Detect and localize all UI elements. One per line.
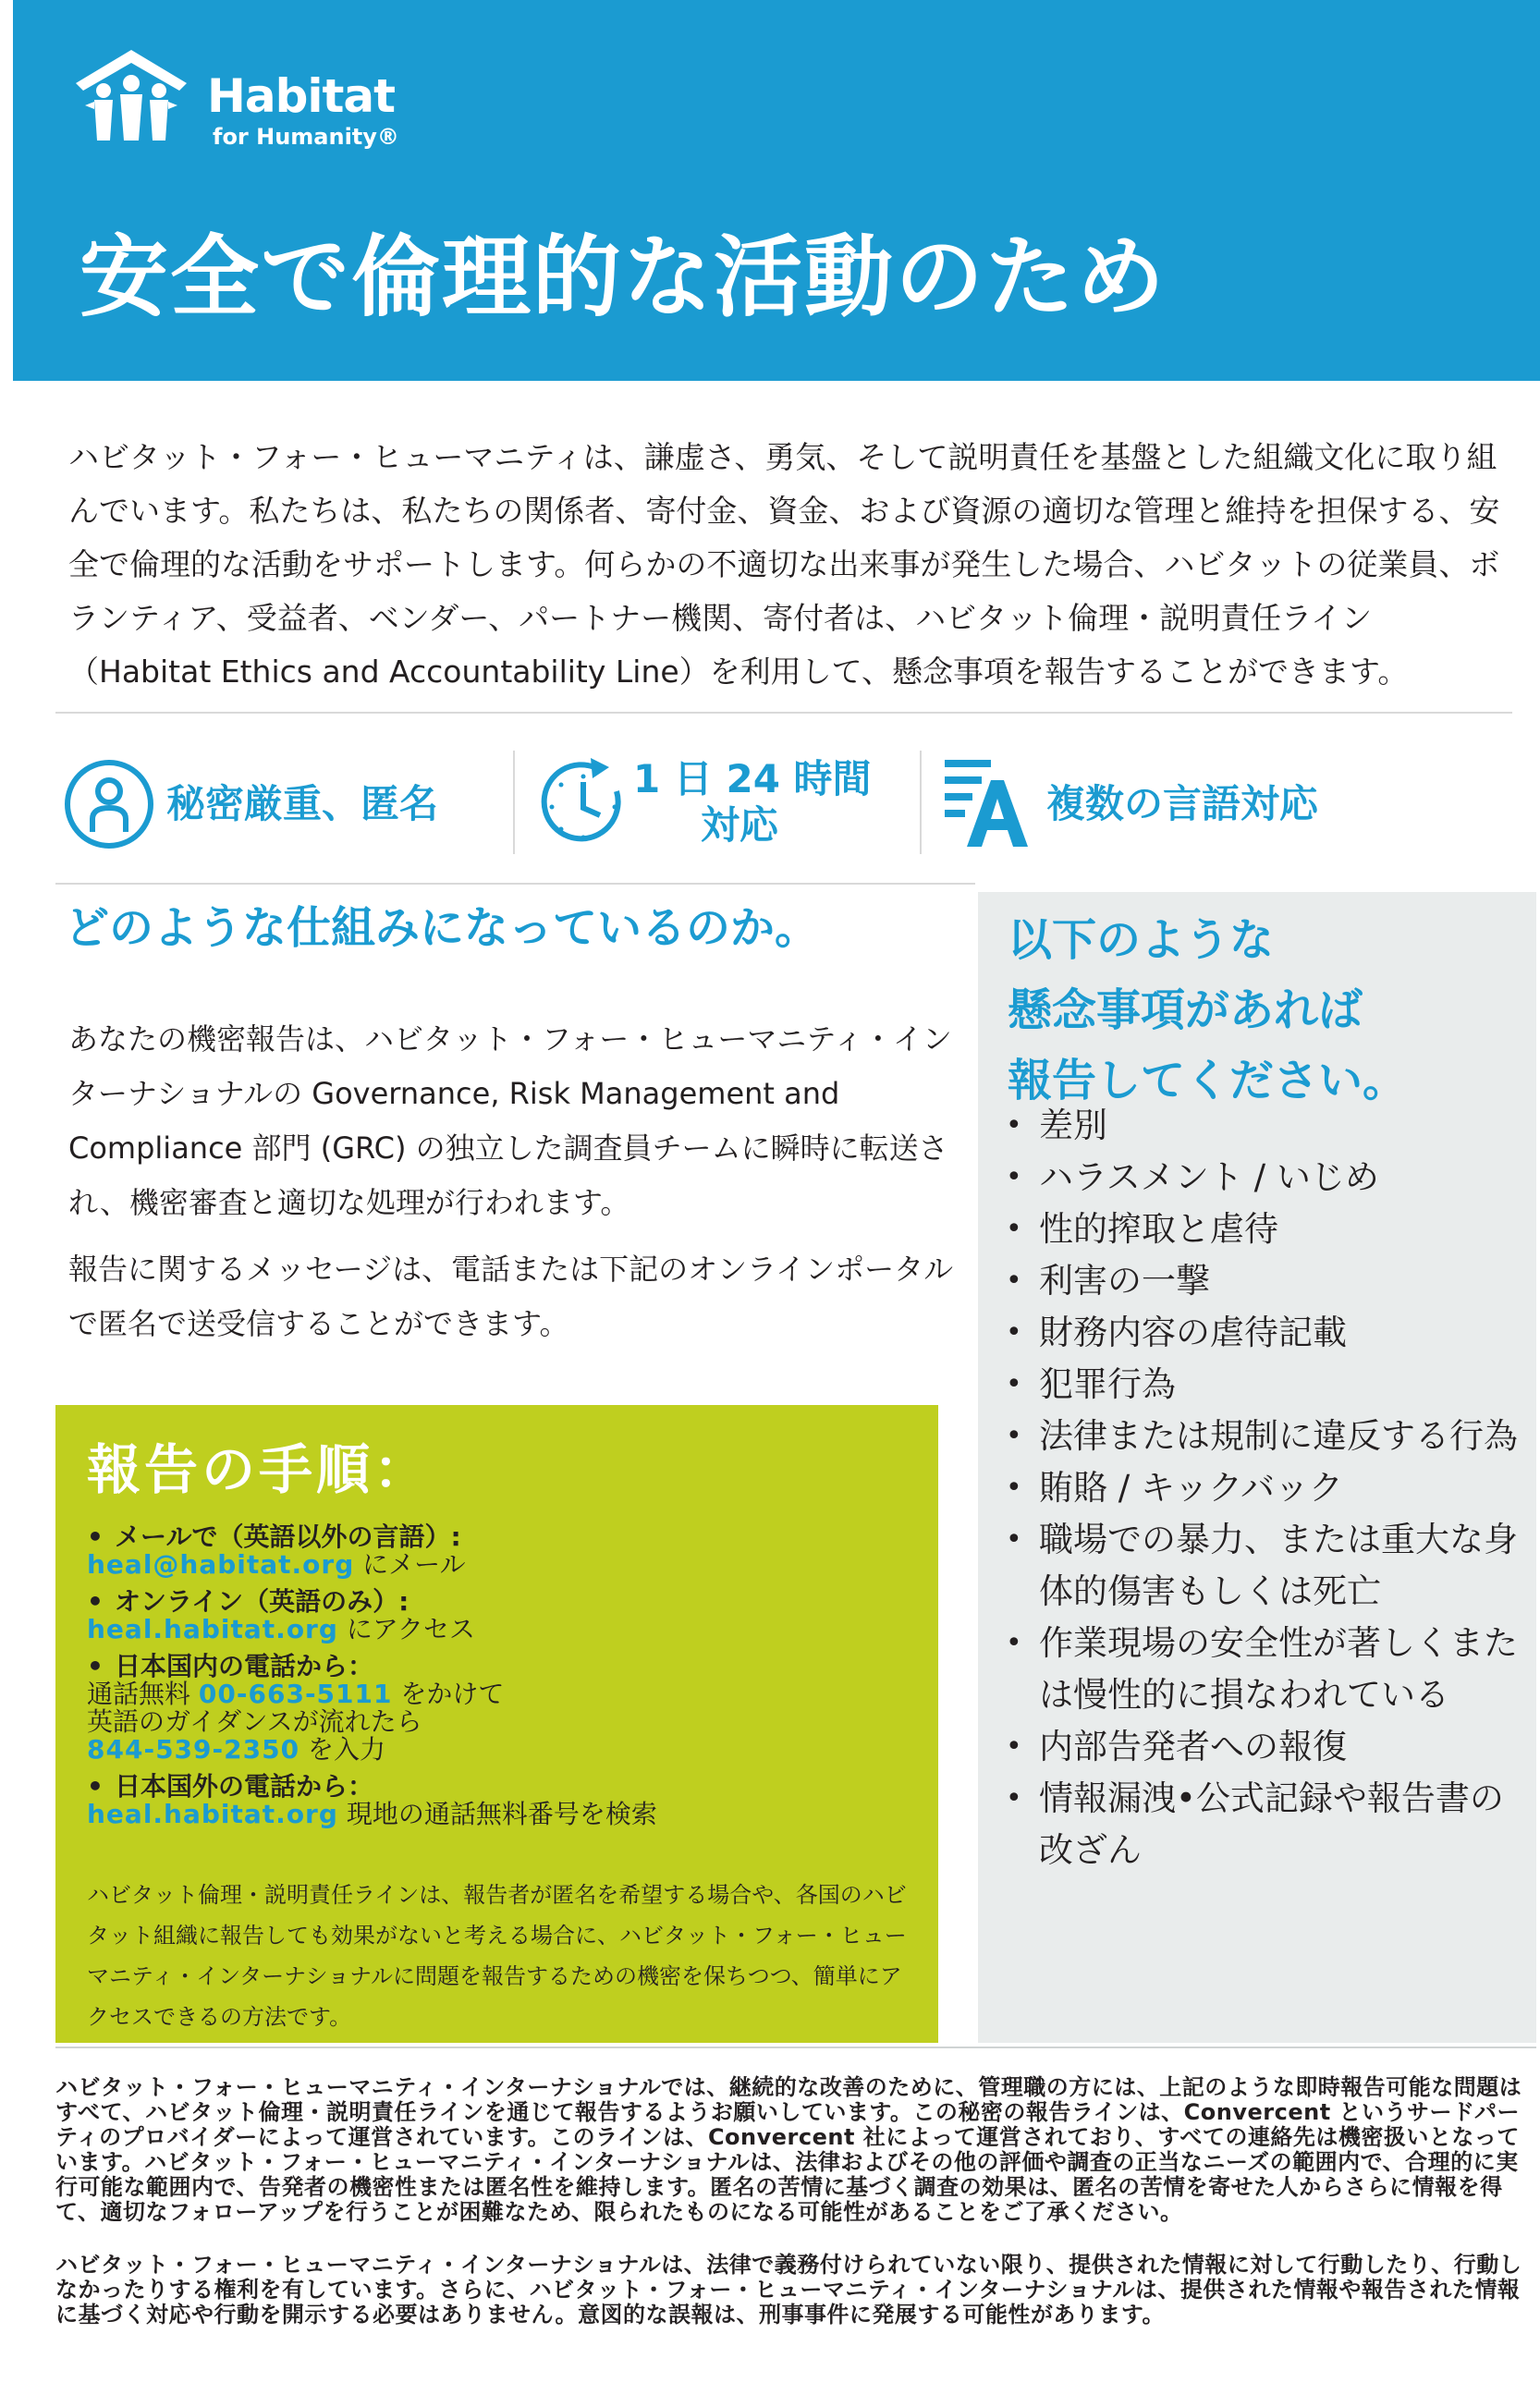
feature-24-hours-label-line2: 対応 [701, 802, 779, 848]
step-phone-domestic-head: 日本国内の電話から： [115, 1651, 374, 1681]
how-it-works-body [68, 1012, 956, 1363]
concern-item: • 内部告発者への報復 [1006, 1721, 1523, 1773]
concern-item: • 作業現場の安全性が著しくまたは慢性的に損なわれている [1006, 1618, 1523, 1721]
concerns-title-line3: 報告してください。 [1008, 1055, 1408, 1106]
step-phone-domestic [87, 1653, 919, 1764]
feature-divider-2 [920, 751, 922, 854]
international-portal-link[interactable]: heal.habitat.org [87, 1799, 338, 1829]
habitat-logo[interactable] [67, 44, 399, 155]
concern-item: • 利害の一撃 [1006, 1255, 1523, 1307]
step-online-head: オンライン（英語のみ）: [115, 1586, 409, 1617]
concerns-panel [978, 892, 1536, 2043]
bullet-icon: • [87, 1521, 104, 1552]
concerns-title [1008, 905, 1407, 1116]
bullet-icon: • [87, 1651, 104, 1681]
concern-item: • 性的搾取と虐待 [1006, 1204, 1523, 1255]
divider-middle [55, 883, 975, 885]
reporting-steps-note: ハビタット倫理・説明責任ラインは、報告者が匿名を希望する場合や、各国のハビタット組織に報告しても効果がないと考える場合に、ハビタット・フォー・ヒューマニティ・インターナショナルに問題を報告するための機密を保ちつつ、簡単にアクセスできるの方法です。 [87, 1882, 907, 2030]
divider-top [55, 712, 1512, 714]
intro-paragraph: ハビタット・フォー・ヒューマニティは、謙虚さ、勇気、そして説明責任を基盤とした組織文化に取り組んでいます。私たちは、私たちの関係者、寄付金、資金、および資源の適切な管理と維持を担保する、安全で倫理的な活動をサポートします。何らかの不適切な出来事が発生した場合、ハビタットの従業員、ボランティア、受益者、ベンダー、パートナー機関、寄付者は、ハビタット倫理・説明責任ライン（Habitat Ethics and Accountability Line）を利用して、懸念事項を報告することができます。 [68, 439, 1500, 690]
header-banner [13, 0, 1540, 381]
step-phone-domestic-pre: 通話無料 [87, 1679, 199, 1709]
concern-item: • 法律または規制に違反する行為 [1006, 1411, 1523, 1462]
step-phone-domestic-mid: をかけて [392, 1679, 505, 1709]
step-phone-domestic-line2: 英語のガイダンスが流れたら [87, 1706, 422, 1737]
step-email [87, 1523, 919, 1579]
step-phone-international [87, 1773, 919, 1828]
bullet-icon: • [87, 1771, 104, 1802]
concern-item: • 情報漏洩•公式記録や報告書の改ざん [1006, 1773, 1523, 1876]
concern-item: • 犯罪行為 [1006, 1359, 1523, 1411]
concern-item: • 賄賂 / キックバック [1006, 1462, 1523, 1514]
concerns-list [1006, 1100, 1523, 1876]
logo-subtitle: for Humanity® [213, 124, 399, 150]
step-email-head: メールで（英語以外の言語）: [115, 1521, 461, 1552]
habitat-logo-icon [67, 44, 196, 146]
feature-divider-1 [513, 751, 515, 854]
feature-anonymous-label: 秘密厳重、匿名 [166, 781, 439, 826]
step-online-rest: にアクセス [337, 1614, 475, 1644]
concern-item: • 財務内容の虐待記載 [1006, 1307, 1523, 1359]
step-phone-international-head: 日本国外の電話から： [115, 1771, 374, 1802]
email-link[interactable]: heal@habitat.org [87, 1549, 355, 1580]
how-it-works-paragraph-1: あなたの機密報告は、ハビタット・フォー・ヒューマニティ・インターナショナルの Governance, Risk Management and Compliance 部門 (GRC) の独立した調査員チームに瞬時に転送され、機密審査と適切な処理が行われます。 [68, 1021, 952, 1220]
step-phone-international-rest: 現地の通話無料番号を検索 [337, 1799, 657, 1829]
reporting-steps-list [87, 1523, 919, 1838]
logo-name: Habitat [207, 69, 396, 123]
feature-anonymous [63, 749, 470, 860]
page-title: 安全で倫理的な活動のため [79, 226, 1167, 329]
bullet-icon: • [87, 1586, 104, 1617]
concern-item: • 差別 [1006, 1100, 1523, 1152]
reporting-steps-box [55, 1405, 938, 2043]
footer-paragraph-2: ハビタット・フォー・ヒューマニティ・インターナショナルは、法律で義務付けられていない限り、提供された情報に対して行動したり、行動しなかったりする権利を有しています。さらに、ハビタット・フォー・ヒューマニティ・インターナショナルは、提供された情報や報告された情報に基づく対応や行動を開示する必要はありません。意図的な誤報は、刑事事件に発展する可能性があります。 [55, 2252, 1522, 2328]
concerns-title-line2: 懸念事項があれば [1008, 984, 1363, 1036]
footer-paragraph-1: ハビタット・フォー・ヒューマニティ・インターナショナルでは、継続的な改善のために、管理職の方には、上記のような即時報告可能な問題はすべて、ハビタット倫理・説明責任ラインを通じて報告するようお願いしています。この秘密の報告ラインは、Convercent というサードパーティのプロバイダーによって運営されています。このラインは、Convercent 社によって運営されており、すべての連絡先は機密扱いとなっています。ハビタット・フォー・ヒューマニティ・インターナショナルは、法律およびその他の評価や調査の正当なニーズの範囲内で、合理的に実行可能な範囲内で、告発者の機密性または匿名性を維持します。匿名の苦情に基づく調査の効果は、匿名の苦情を寄せた人からさらに情報を得て、適切なフォローアップを行うことが困難なため、限られたものになる可能性があることをご了承ください。 [55, 2074, 1522, 2225]
step-online [87, 1588, 919, 1644]
step-phone-domestic-end: を入力 [299, 1734, 385, 1765]
how-it-works-paragraph-2: 報告に関するメッセージは、電話または下記のオンラインポータルで匿名で送受信することができます。 [68, 1252, 954, 1341]
step-email-rest: にメール [354, 1549, 466, 1580]
domestic-phone-number-link[interactable]: 00-663-5111 [198, 1679, 393, 1709]
person-icon [63, 758, 155, 850]
clock-icon [539, 754, 631, 850]
concern-item: • 職場での暴力、または重大な身体的傷害もしくは死亡 [1006, 1514, 1523, 1618]
feature-languages [943, 749, 1350, 860]
how-it-works-title: どのような仕組みになっているのか。 [65, 902, 820, 954]
footer-disclaimer [55, 2075, 1527, 2355]
feature-languages-label: 複数の言語対応 [1046, 781, 1319, 826]
divider-bottom [55, 2047, 1536, 2048]
language-icon [943, 754, 1028, 850]
concerns-title-line1: 以下のような [1008, 914, 1275, 966]
feature-24-hours [539, 749, 927, 860]
access-code-link[interactable]: 844-539-2350 [87, 1734, 300, 1765]
reporting-steps-title: 報告の手順： [87, 1438, 432, 1501]
concern-item: • ハラスメント / いじめ [1006, 1152, 1523, 1204]
online-portal-link[interactable]: heal.habitat.org [87, 1614, 338, 1644]
feature-24-hours-label-line1: 1 日 24 時間 [633, 756, 872, 801]
